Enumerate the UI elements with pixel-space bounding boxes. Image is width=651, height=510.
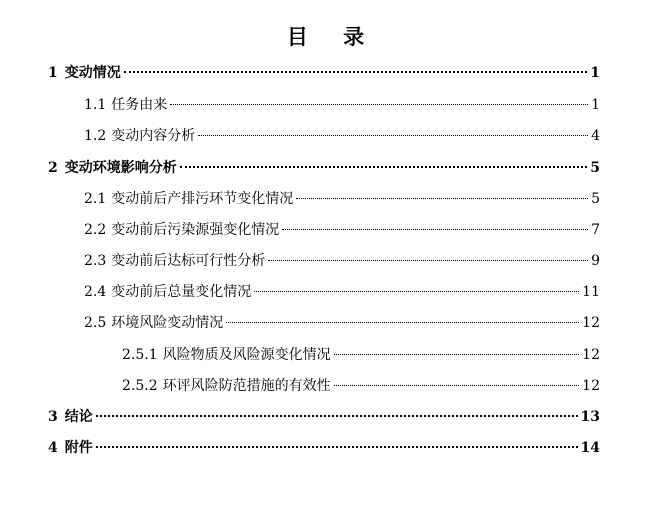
toc-leader-dots — [296, 198, 588, 199]
toc-entry-page: 9 — [591, 253, 600, 269]
toc-entry-page: 4 — [591, 128, 600, 144]
toc-entry-label: 结论 — [64, 409, 93, 425]
toc-leader-dots — [124, 71, 588, 73]
toc-entry[interactable] — [84, 125, 600, 147]
toc-entry-page: 11 — [582, 284, 600, 300]
toc-entry-number: 1.1 — [84, 97, 107, 113]
toc-entry-page: 5 — [590, 160, 600, 176]
toc-entry-label: 环境风险变动情况 — [111, 315, 224, 331]
toc-entry[interactable] — [122, 344, 600, 366]
toc-entry-number: 2.1 — [84, 191, 107, 207]
toc-entry-page: 12 — [582, 347, 600, 363]
toc-entry-label: 变动情况 — [64, 65, 121, 81]
toc-entry-number: 2.2 — [84, 222, 107, 238]
toc-entry-number: 2.3 — [84, 253, 107, 269]
toc-leader-dots — [268, 260, 588, 261]
toc-entry[interactable] — [48, 62, 600, 84]
toc-entry-number: 3 — [48, 409, 58, 425]
toc-entry-page: 7 — [591, 222, 600, 238]
toc-entry-label: 附件 — [64, 440, 93, 456]
toc-leader-dots — [96, 415, 578, 417]
toc-entry[interactable] — [84, 312, 600, 334]
toc-entry-page: 5 — [591, 191, 600, 207]
toc-entry[interactable] — [84, 94, 600, 116]
toc-leader-dots — [334, 354, 580, 355]
toc-entry-page: 1 — [590, 65, 600, 81]
toc-entry[interactable] — [48, 157, 600, 179]
toc-entry-number: 1.2 — [84, 128, 107, 144]
toc-entry-label: 变动前后污染源强变化情况 — [111, 222, 280, 238]
toc-leader-dots — [96, 446, 578, 448]
toc-entry[interactable] — [84, 219, 600, 241]
toc-entry-number: 2.5.2 — [122, 378, 158, 394]
toc-leader-dots — [180, 166, 588, 168]
toc-entry-number: 2.5 — [84, 315, 107, 331]
toc-entry-label: 任务由来 — [111, 97, 168, 113]
toc-entry-label: 变动前后产排污环节变化情况 — [111, 191, 294, 207]
toc-entry-number: 2 — [48, 160, 58, 176]
toc-entry-page: 12 — [582, 378, 600, 394]
toc-entry-page: 14 — [580, 440, 600, 456]
toc-entry-page: 12 — [582, 315, 600, 331]
toc-title: 目 录 — [286, 24, 379, 49]
toc-entry[interactable] — [48, 406, 600, 428]
toc-entry-label: 变动前后达标可行性分析 — [111, 253, 266, 269]
toc-entry[interactable] — [84, 188, 600, 210]
toc-entry-number: 2.4 — [84, 284, 107, 300]
toc-entry-page: 1 — [591, 97, 600, 113]
toc-leader-dots — [282, 229, 588, 230]
toc-entry-label: 风险物质及风险源变化情况 — [162, 347, 331, 363]
toc-leader-dots — [198, 135, 588, 136]
toc-entry[interactable] — [84, 250, 600, 272]
toc-entry-number: 4 — [48, 440, 58, 456]
toc-entry-number: 1 — [48, 65, 58, 81]
toc-entry-label: 环评风险防范措施的有效性 — [162, 378, 331, 394]
toc-leader-dots — [170, 104, 588, 105]
toc-entry-label: 变动前后总量变化情况 — [111, 284, 252, 300]
toc-entry-label: 变动内容分析 — [111, 128, 196, 144]
toc-leader-dots — [254, 291, 579, 292]
toc-entry[interactable] — [122, 375, 600, 397]
toc-entry[interactable] — [48, 437, 600, 459]
toc-entry[interactable] — [84, 281, 600, 303]
toc-leader-dots — [334, 385, 580, 386]
toc-entry-number: 2.5.1 — [122, 347, 158, 363]
toc-entry-page: 13 — [580, 409, 600, 425]
toc-leader-dots — [226, 322, 579, 323]
toc-entry-label: 变动环境影响分析 — [64, 160, 177, 176]
